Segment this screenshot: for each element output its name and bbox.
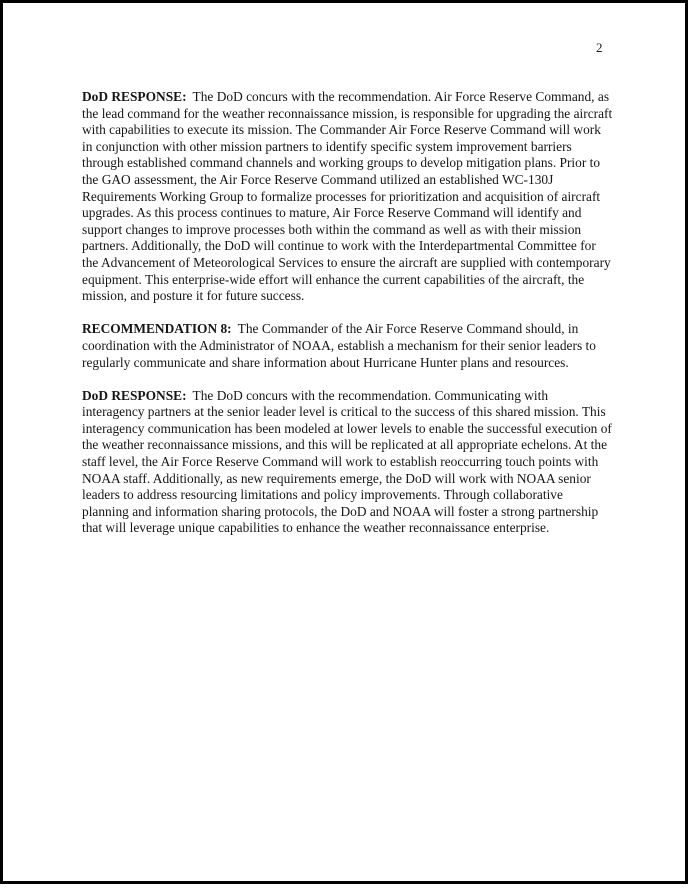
paragraph-text: The DoD concurs with the recommendation. Communicating with interagency partners at the senior leader level is critical to the success of this shared mission. This interagency communication has been modeled at lower levels to enable the successful execution of the weather reconnaissance missions, and this will be replicated at all appropriate echelons. At the staff level, the Air Force Reserve Command will work to establish reoccurring touch points with NOAA staff. Additionally, as new requirements emerge, the DoD will work with NOAA senior leaders to address resourcing limitations and policy improvements. Through collaborative planning and information sharing protocols, the DoD and NOAA will foster a strong partnership that will leverage unique capabilities to enhance the weather reconnaissance enterprise. — [82, 387, 612, 536]
paragraph-label: DoD RESPONSE: — [82, 89, 187, 104]
paragraph-dod-response-2 — [82, 388, 613, 537]
paragraph-text: The Commander of the Air Force Reserve Command should, in coordination with the Administrator of NOAA, establish a mechanism for their senior leaders to regularly communicate and share information about Hurricane Hunter plans and resources. — [82, 321, 596, 370]
paragraph-dod-response-1 — [82, 89, 613, 305]
paragraph-text: The DoD concurs with the recommendation. Air Force Reserve Command, as the lead command for the weather reconnaissance mission, is responsible for upgrading the aircraft with capabilities to execute its mission. The Commander Air Force Reserve Command will work in conjunction with other mission partners to identify specific system improvement barriers through established command channels and working groups to develop mitigation plans. Prior to the GAO assessment, the Air Force Reserve Command utilized an established WC-130J Requirements Working Group to formalize processes for prioritization and acquisition of aircraft upgrades. As this process continues to mature, Air Force Reserve Command will identify and support changes to improve processes both within the command as well as with their mission partners. Additionally, the DoD will continue to work with the Interdepartmental Committee for the Advancement of Meteorological Services to ensure the aircraft are supplied with contemporary equipment. This enterprise-wide effort will enhance the current capabilities of the aircraft, the mission, and posture it for future success. — [82, 89, 613, 304]
paragraph-recommendation-8 — [82, 321, 613, 371]
document-body — [82, 89, 613, 537]
paragraph-label: DoD RESPONSE: — [82, 387, 187, 403]
paragraph-label: RECOMMENDATION 8: — [82, 321, 232, 337]
page-number: 2 — [596, 40, 603, 55]
